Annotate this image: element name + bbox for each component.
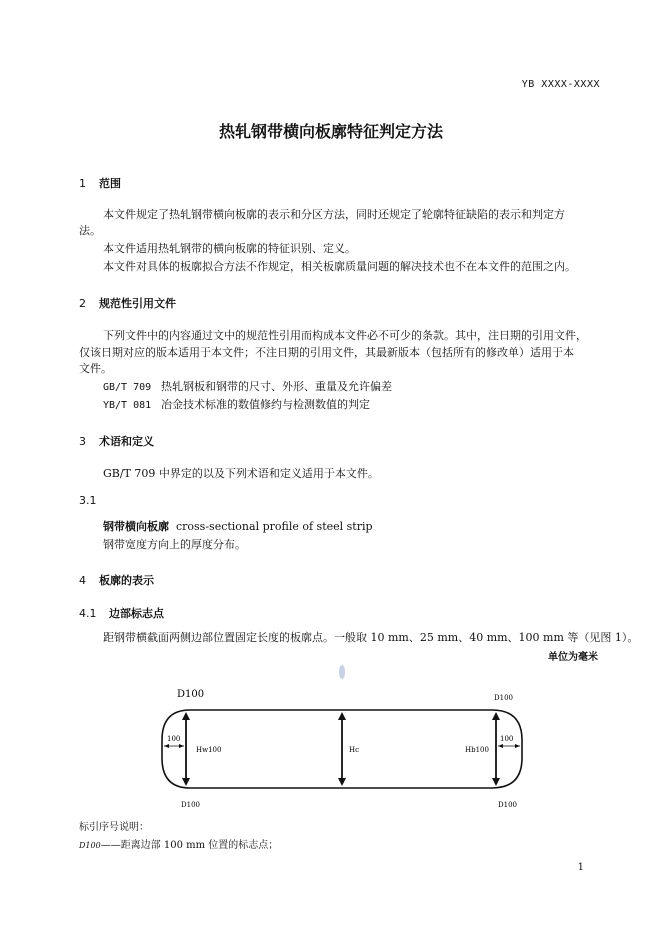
page-number: 1 [577, 862, 584, 873]
hd100-label: Hb100 [465, 746, 489, 754]
document-code: YB XXXX-XXXX [521, 79, 600, 90]
section-3-title: 术语和定义 [99, 435, 154, 448]
section-2-paragraph-line-1: 下列文件中的内容通过文中的规范性引用而构成本文件必不可少的条款。其中，注日期的引用文件， [103, 329, 587, 342]
section-2-title: 规范性引用文件 [99, 297, 176, 310]
legend-item [79, 838, 278, 854]
d100-top-left-label: D100 [177, 689, 205, 700]
term-3-1-entry [103, 519, 373, 535]
subsection-4-1-heading [79, 605, 164, 621]
section-2-heading [79, 295, 176, 311]
subsection-4-1-paragraph: 距钢带横截面两侧边部位置固定长度的板廓点。一般取 10 mm、25 mm、40 mm、100 mm 等（见图 1）。 [103, 631, 639, 644]
reference-title: 冶金技术标准的数值修约与检测数值的判定 [161, 398, 370, 411]
section-1-paragraph-3: 本文件对具体的板廓拟合方法不作规定，相关板廓质量问题的解决技术也不在本文件的范围之内。 [103, 260, 576, 273]
section-2-paragraph-line-2: 仅该日期对应的版本适用于本文件；不注日期的引用文件，其最新版本（包括所有的修改单）适用于本 [79, 346, 574, 359]
reference-code: GB/T 709 [103, 382, 152, 393]
reference-title: 热轧钢板和钢带的尺寸、外形、重量及允许偏差 [161, 380, 392, 393]
left-100-dimension-label: 100 [167, 735, 181, 743]
subsection-4-1-title: 边部标志点 [109, 607, 164, 620]
figure-unit-label: 单位为毫米 [548, 652, 598, 663]
legend-symbol: D100 [79, 841, 101, 850]
section-3-number: 3 [79, 435, 86, 448]
section-1-paragraph-1: 本文件规定了热轧钢带横向板廓的表示和分区方法，同时还规定了轮廓特征缺陷的表示和判定方 [103, 208, 565, 221]
right-100-dimension-label: 100 [500, 735, 514, 743]
subsection-4-1-number: 4.1 [79, 607, 97, 620]
reference-item [103, 397, 370, 414]
section-1-number: 1 [79, 177, 86, 190]
d100-top-right-label: D100 [494, 694, 513, 702]
section-3-paragraph: GB/T 709 中界定的以及下列术语和定义适用于本文件。 [103, 467, 379, 480]
section-1-paragraph-1-cont: 法。 [79, 224, 101, 237]
hw100-label: Hw100 [196, 746, 222, 754]
reference-code: YB/T 081 [103, 400, 152, 411]
term-3-1-definition: 钢带宽度方向上的厚度分布。 [103, 538, 246, 551]
d100-bottom-left-label: D100 [181, 801, 200, 809]
section-3-heading [79, 433, 154, 449]
section-1-heading [79, 175, 121, 191]
reference-item [103, 379, 392, 396]
section-2-paragraph-line-3: 文件。 [79, 362, 112, 375]
legend-heading: 标引序号说明： [79, 822, 149, 833]
d100-bottom-right-label: D100 [498, 801, 517, 809]
legend-description: ——距离边部 100 mm 位置的标志点； [100, 840, 279, 851]
term-chinese: 钢带横向板廓 [103, 520, 169, 533]
section-2-number: 2 [79, 297, 86, 310]
term-english: cross-sectional profile of steel strip [176, 520, 373, 533]
section-4-heading [79, 572, 154, 588]
term-3-1-number: 3.1 [79, 494, 97, 507]
section-4-title: 板廓的表示 [99, 574, 154, 587]
hc-label: Hc [349, 746, 360, 754]
section-4-number: 4 [79, 574, 86, 587]
section-1-paragraph-2: 本文件适用热轧钢带的横向板廓的特征识别、定义。 [103, 242, 356, 255]
section-1-title: 范围 [99, 177, 121, 190]
document-title: 热轧钢带横向板廓特征判定方法 [218, 122, 443, 141]
strip-profile-figure [150, 660, 530, 810]
decorative-mark [339, 665, 345, 679]
